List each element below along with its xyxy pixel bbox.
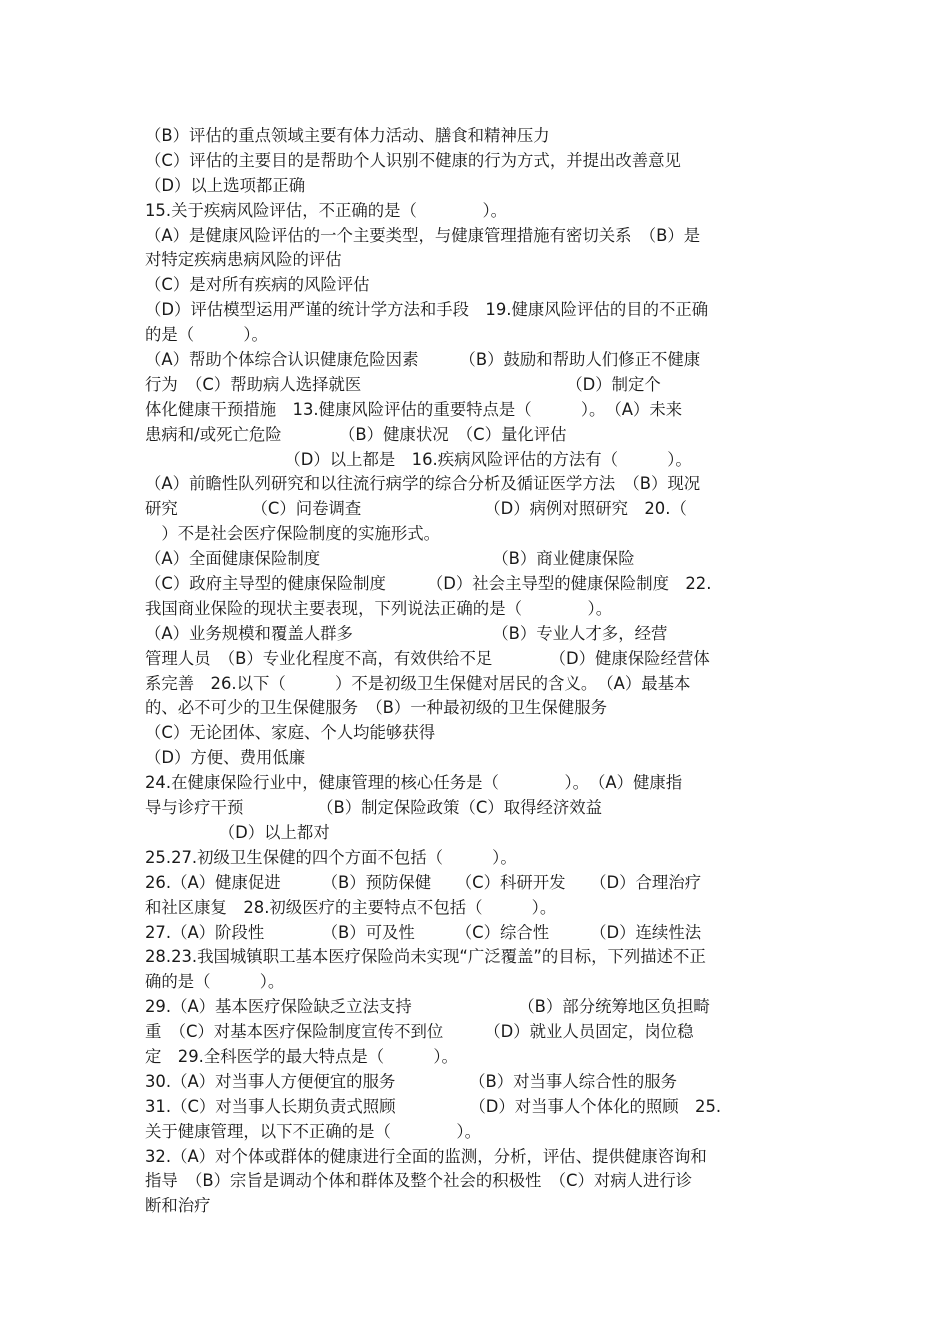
text-line: 32.（A）对个体或群体的健康进行全面的监测，分析，评估、提供健康咨询和 xyxy=(145,1146,707,1166)
text-line: ）不是社会医疗保险制度的实施形式。 xyxy=(145,524,441,544)
text-line: （A）前瞻性队列研究和以往流行病学的综合分析及循证医学方法 （B）现况 xyxy=(145,474,701,494)
text-line: 定 29.全科医学的最大特点是（ ）。 xyxy=(145,1046,458,1066)
text-line: （D）方便、费用低廉 xyxy=(145,748,306,768)
text-line: 26.（A）健康促进 （B）预防保健 （C）科研开发 （D）合理治疗 xyxy=(145,872,702,892)
text-line: 15.关于疾病风险评估，不正确的是（ ）。 xyxy=(145,200,508,220)
text-line: （D）以上都对 xyxy=(145,822,330,842)
text-line: 25.27.初级卫生保健的四个方面不包括（ ）。 xyxy=(145,847,517,867)
text-line: 研究 （C）问卷调查 （D）病例对照研究 20.（ xyxy=(145,499,687,519)
text-line: （C）政府主导型的健康保险制度 （D）社会主导型的健康保险制度 22. xyxy=(145,574,712,594)
text-line: 31.（C）对当事人长期负责式照顾 （D）对当事人个体化的照顾 25. xyxy=(145,1096,722,1116)
text-line: （A）全面健康保险制度 （B）商业健康保险 xyxy=(145,549,635,569)
text-line: 28.23.我国城镇职工基本医疗保险尚未实现“广泛覆盖”的目标，下列描述不正 xyxy=(145,947,706,967)
text-line: 的、必不可少的卫生保健服务 （B）一种最初级的卫生保健服务 xyxy=(145,698,607,718)
text-line: （B）评估的重点领域主要有体力活动、膳食和精神压力 xyxy=(145,126,550,145)
text-line: 关于健康管理，以下不正确的是（ ）。 xyxy=(145,1121,482,1141)
text-line: 患病和/或死亡危险 （B）健康状况 （C）量化评估 xyxy=(145,424,567,444)
text-line: （D）评估模型运用严谨的统计学方法和手段 19.健康风险评估的目的不正确 xyxy=(145,300,709,320)
text-line: 指导 （B）宗旨是调动个体和群体及整个社会的积极性 （C）对病人进行诊 xyxy=(145,1171,693,1191)
text-line: 行为 （C）帮助病人选择就医 （D）制定个 xyxy=(145,374,661,394)
text-line: 29.（A）基本医疗保险缺乏立法支持 （B）部分统筹地区负担畸 xyxy=(145,997,710,1017)
text-line: （A）业务规模和覆盖人群多 （B）专业人才多，经营 xyxy=(145,623,668,643)
text-line: 27.（A）阶段性 （B）可及性 （C）综合性 （D）连续性法 xyxy=(145,922,702,942)
text-line: 确的是（ ）。 xyxy=(145,972,285,992)
text-line: （A）是健康风险评估的一个主要类型，与健康管理措施有密切关系 （B）是 xyxy=(145,225,701,245)
text-line: 断和治疗 xyxy=(145,1196,211,1216)
text-line: （C）无论团体、家庭、个人均能够获得 xyxy=(145,723,436,743)
text-line: （C）是对所有疾病的风险评估 xyxy=(145,275,370,295)
text-line: 管理人员 （B）专业化程度不高，有效供给不足 （D）健康保险经营体 xyxy=(145,648,710,668)
text-line: 30.（A）对当事人方便便宜的服务 （B）对当事人综合性的服务 xyxy=(145,1071,678,1091)
text-line: （C）评估的主要目的是帮助个人识别不健康的行为方式，并提出改善意见 xyxy=(145,150,681,170)
text-line: 重 （C）对基本医疗保险制度宣传不到位 （D）就业人员固定，岗位稳 xyxy=(145,1022,694,1042)
text-line: （D）以上选项都正确 xyxy=(145,175,306,195)
text-line: 导与诊疗干预 （B）制定保险政策（C）取得经济效益 xyxy=(145,798,603,818)
text-line: 系完善 26.以下（ ）不是初级卫生保健对居民的含义。 （A）最基本 xyxy=(145,673,691,693)
text-line: 和社区康复 28.初级医疗的主要特点不包括（ ）。 xyxy=(145,897,557,917)
text-line: （A）帮助个体综合认识健康危险因素 （B）鼓励和帮助人们修正不健康 xyxy=(145,350,701,370)
text-line: 对特定疾病患病风险的评估 xyxy=(145,250,342,270)
text-line: 的是（ ）。 xyxy=(145,325,268,345)
text-line: （D）以上都是 16.疾病风险评估的方法有（ ）。 xyxy=(145,449,692,469)
document-page xyxy=(145,124,807,1219)
text-line: 24.在健康保险行业中，健康管理的核心任务是（ ）。 （A）健康指 xyxy=(145,773,683,793)
text-line: 我国商业保险的现状主要表现，下列说法正确的是（ ）。 xyxy=(145,598,613,618)
text-line: 体化健康干预措施 13.健康风险评估的重要特点是（ ）。 （A）未来 xyxy=(145,399,683,419)
